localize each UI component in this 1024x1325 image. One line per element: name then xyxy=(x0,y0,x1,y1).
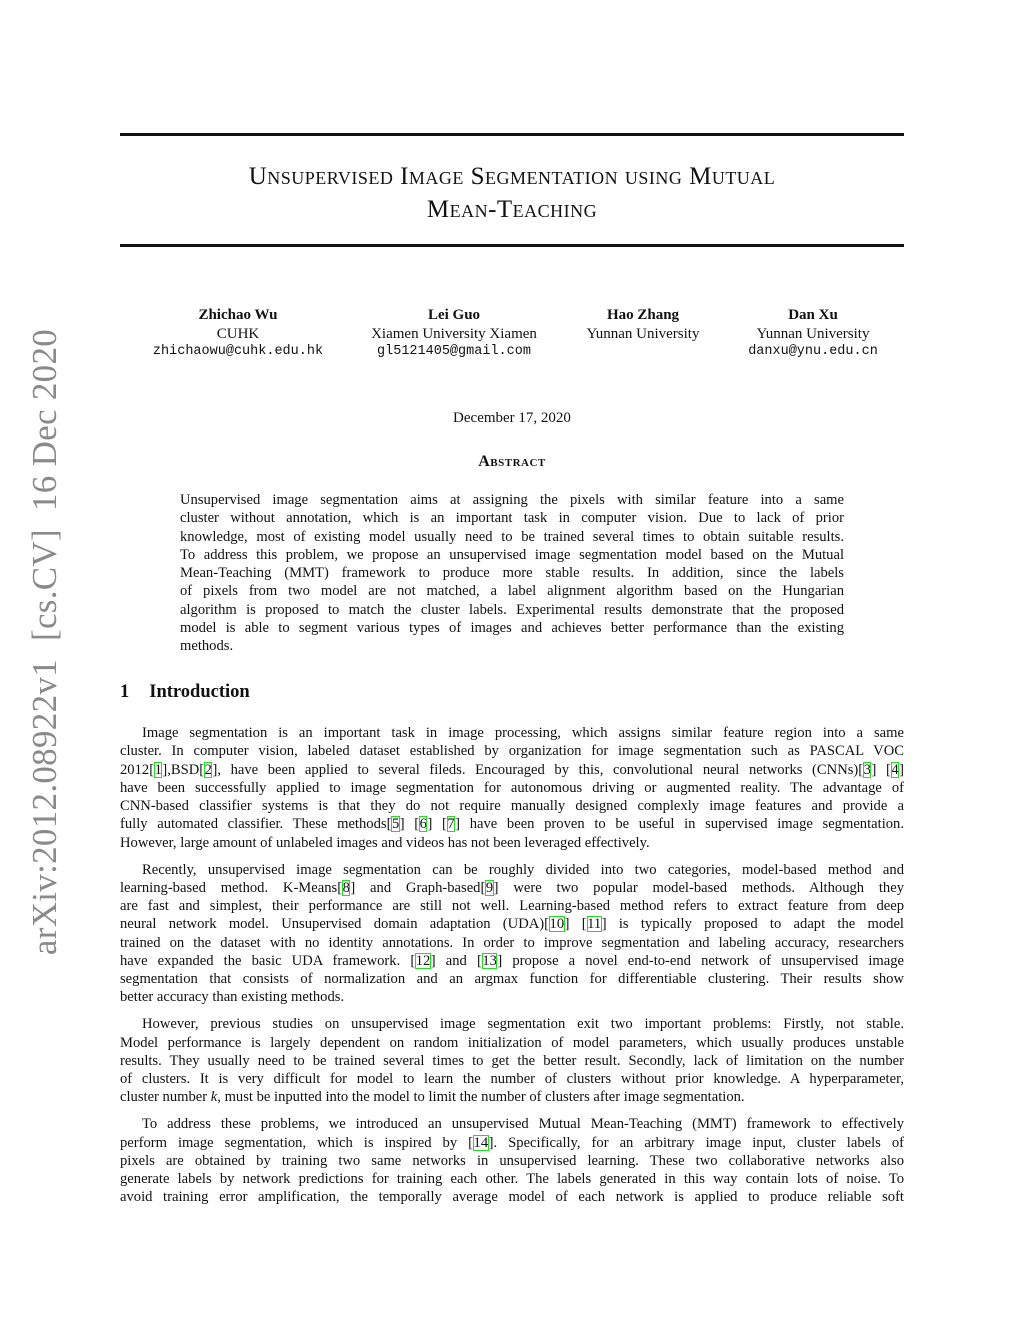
paragraph xyxy=(120,861,904,1007)
text-line: methods. xyxy=(180,638,234,654)
text-line: are fast and simplest, their performance are still not well. Learning-based method refers to extract feature from deep xyxy=(120,898,904,915)
author-name: Lei Guo xyxy=(427,307,481,323)
text-line: Unsupervised image segmentation aims at assigning the pixels with similar feature into a same xyxy=(180,492,844,508)
text-line: However, large amount of unlabeled images and videos has not been leveraged effectively. xyxy=(120,834,650,851)
text-line: of clusters. It is very difficult for model to learn the number of clusters without prior knowledge. A hyperparameter, xyxy=(120,1071,904,1088)
author-email[interactable]: gl5121405@gmail.com xyxy=(377,344,531,359)
author-block xyxy=(153,306,323,362)
text-line: results. They usually need to be trained several times to get the better result. Secondly, lack of limitation on the number xyxy=(120,1052,904,1069)
text-line: However, previous studies on unsupervised image segmentation exit two important problems: Firstly, not stable. xyxy=(142,1016,904,1033)
title-line-1: Unsupervised Image Segmentation using Mutual xyxy=(248,163,776,190)
citation-link[interactable]: 3 xyxy=(863,761,871,778)
text-line: Recently, unsupervised image segmentation can be roughly divided into two categories, model-based method and xyxy=(142,861,904,878)
title-top-rule xyxy=(120,133,904,136)
section-title: Introduction xyxy=(149,682,250,702)
text-line: neural network model. Unsupervised domain adaptation (UDA)[10] [11] is typically proposed to adapt the model xyxy=(120,916,904,933)
text-line: perform image segmentation, which is inspired by [14]. Specifically, for an arbitrary image input, cluster labels of xyxy=(120,1134,904,1151)
text-line: Model performance is largely dependent on random initialization of model parameters, which usually produces unstable xyxy=(120,1034,904,1051)
author-name: Dan Xu xyxy=(788,307,838,323)
text-line: model is able to segment various types of images and achieves better performance than the existing xyxy=(180,619,844,636)
text-line: trained on the dataset with no identity annotations. In order to improve segmentation and labeling accuracy, researchers xyxy=(120,934,904,951)
author-name: Zhichao Wu xyxy=(198,307,278,323)
author-affiliation: CUHK xyxy=(216,325,260,342)
citation-link[interactable]: 2 xyxy=(204,761,212,778)
text-line: To address these problems, we introduced an unsupervised Mutual Mean-Teaching (MMT) framework to effectively xyxy=(142,1116,904,1133)
paragraph xyxy=(120,1115,904,1206)
paragraph xyxy=(120,724,904,852)
paragraph xyxy=(120,1015,904,1106)
arxiv-id: arXiv:2012.08922v1 xyxy=(25,659,64,956)
text-line: cluster without annotation, which is an important task in computer vision. Due to lack of prior xyxy=(180,510,844,527)
author-email[interactable]: danxu@ynu.edu.cn xyxy=(748,344,878,359)
title-bottom-rule xyxy=(120,244,904,247)
arxiv-category: [cs.CV] xyxy=(25,529,64,642)
citation-link[interactable]: 11 xyxy=(587,916,602,933)
text-line: segmentation that consists of normalization and an argmax function for differentiable clustering. Their results show xyxy=(120,971,904,988)
text-line: cluster number k, must be inputted into the model to limit the number of clusters after image segmentation. xyxy=(120,1089,745,1106)
text-line: knowledge, most of existing model usually need to be trained several times to obtain suitable results. xyxy=(180,528,844,545)
body-text xyxy=(120,724,904,1215)
citation-link[interactable]: 6 xyxy=(419,816,427,833)
text-line: fully automated classifier. These methods[5] [6] [7] have been proven to be useful in supervised image segmentation. xyxy=(120,816,904,833)
section-heading xyxy=(120,682,270,703)
section-number: 1 xyxy=(120,682,130,702)
citation-link[interactable]: 4 xyxy=(891,761,899,778)
citation-link[interactable]: 9 xyxy=(485,879,494,896)
author-affiliation: Xiamen University Xiamen xyxy=(371,325,537,342)
author-block xyxy=(371,306,537,362)
author-affiliation: Yunnan University xyxy=(756,325,870,342)
citation-link[interactable]: 7 xyxy=(447,816,455,833)
text-line: generate labels by network predictions for training each other. The labels generated in this way contain lots of noise. To xyxy=(120,1171,904,1188)
text-line: cluster. In computer vision, labeled dataset established by organization for image segmentation such as PASCAL VOC xyxy=(120,743,904,760)
author-email[interactable]: zhichaowu@cuhk.edu.hk xyxy=(152,344,324,359)
author-block xyxy=(587,306,700,343)
text-line: Mean-Teaching (MMT) framework to produce more stable results. In addition, since the labels xyxy=(180,565,844,581)
text-line: have been successfully applied to image segmentation for autonomous driving or augmented reality. The advantage of xyxy=(120,779,904,796)
arxiv-date: 16 Dec 2020 xyxy=(25,328,64,512)
text-line: learning-based method. K-Means[8] and Graph-based[9] were two popular model-based methods. Although they xyxy=(120,879,904,896)
paper-title xyxy=(120,160,904,226)
citation-link[interactable]: 14 xyxy=(473,1134,489,1151)
text-line: pixels are obtained by training two same networks in unsupervised learning. These two collaborative networks also xyxy=(120,1152,904,1169)
author-block xyxy=(748,306,878,362)
citation-link[interactable]: 8 xyxy=(342,879,350,896)
author-affiliation: Yunnan University xyxy=(586,325,700,342)
author-name: Hao Zhang xyxy=(606,307,680,323)
text-line: better accuracy than existing methods. xyxy=(120,989,345,1006)
text-line: Image segmentation is an important task in image processing, which assigns similar feature region into a same xyxy=(142,725,904,741)
abstract-heading: Abstract xyxy=(478,453,546,470)
citation-link[interactable]: 13 xyxy=(482,952,497,969)
citation-link[interactable]: 12 xyxy=(415,952,431,969)
text-line: 2012[1],BSD[2], have been applied to several fileds. Encouraged by this, convolutional neural networks (CNNs)[3] [4] xyxy=(120,761,904,778)
abstract-body xyxy=(180,491,844,655)
paper-date: December 17, 2020 xyxy=(453,410,571,426)
text-line: avoid training error amplification, the temporally average model of each network is applied to produce reliable soft xyxy=(120,1189,904,1206)
text-line: algorithm is proposed to match the cluster labels. Experimental results demonstrate that the proposed xyxy=(180,601,844,618)
title-line-2: Mean-Teaching xyxy=(426,196,598,223)
citation-link[interactable]: 5 xyxy=(391,816,400,833)
text-line: of pixels from two model are not matched, a label alignment algorithm based on the Hungarian xyxy=(180,583,844,600)
math-variable: k xyxy=(210,1089,218,1106)
text-line: have expanded the basic UDA framework. [12] and [13] propose a novel end-to-end network of unsupervised image xyxy=(120,952,904,969)
text-line: CNN-based classifier systems is that they do not require manually designed complexly image features and provide a xyxy=(120,798,904,814)
text-line: To address this problem, we propose an unsupervised image segmentation model based on the Mutual xyxy=(180,546,844,563)
citation-link[interactable]: 1 xyxy=(154,761,162,778)
citation-link[interactable]: 10 xyxy=(549,916,565,933)
